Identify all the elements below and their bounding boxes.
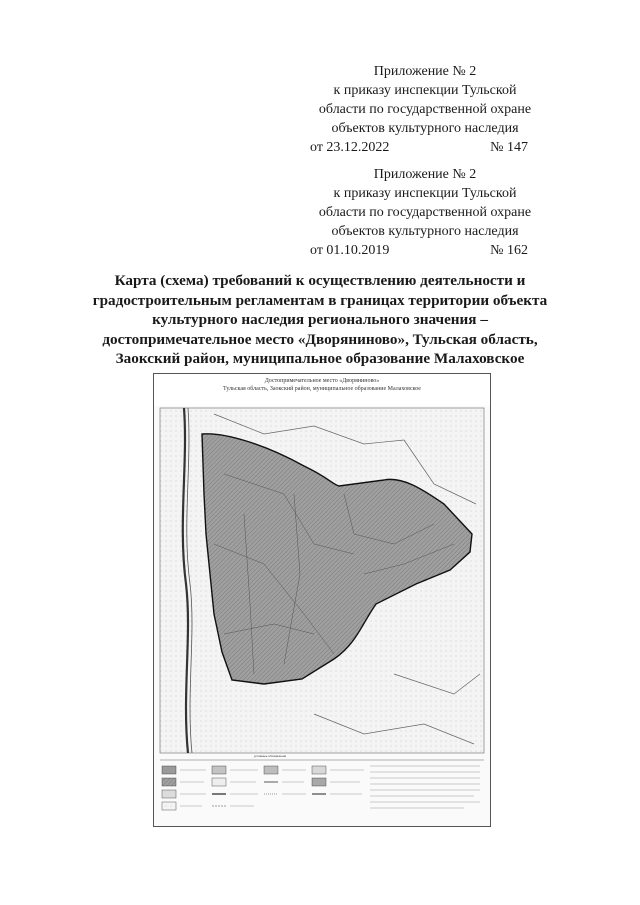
title-line: Карта (схема) требований к осуществлению деятельности и — [114, 272, 526, 289]
document-title — [60, 271, 580, 369]
appendix-line: области по государственной охране — [318, 102, 532, 117]
appendix-current — [300, 62, 550, 157]
appendix-dateline — [300, 241, 550, 260]
title-line: достопримечательное место «Дворяниново», Тульская область, — [102, 330, 538, 348]
map-header — [154, 378, 490, 393]
map-legend — [162, 766, 480, 810]
appendix-line: объектов культурного наследия — [331, 121, 519, 136]
appendix-title: Приложение № 2 — [373, 64, 477, 79]
appendix-line: области по государственной охране — [318, 205, 532, 220]
appendix-dateline — [300, 138, 550, 157]
order-number: № 147 — [490, 140, 528, 155]
legend-title: условные обозначения — [254, 754, 287, 758]
map-header-line: Достопримечательное место «Дворяниново» — [264, 378, 380, 384]
map-header-line: Тульская область, Заокский район, муниципальное образование Малаховское — [223, 385, 421, 392]
order-date: от 01.10.2019 — [310, 243, 390, 258]
map-drawing — [154, 374, 490, 826]
title-line: Заокский район, муниципальное образование Малаховское — [115, 350, 525, 367]
appendix-line: к приказу инспекции Тульской — [333, 186, 517, 201]
territory-map — [153, 373, 491, 827]
order-number: № 162 — [490, 243, 528, 258]
appendix-line: объектов культурного наследия — [331, 224, 519, 239]
appendix-previous — [300, 165, 550, 260]
appendix-line: к приказу инспекции Тульской — [333, 83, 517, 98]
order-date: от 23.12.2022 — [310, 140, 390, 155]
title-line: градостроительным регламентам в границах территории объекта — [92, 291, 548, 309]
title-line: культурного наследия регионального значения – — [152, 311, 488, 328]
appendix-title: Приложение № 2 — [373, 167, 477, 182]
